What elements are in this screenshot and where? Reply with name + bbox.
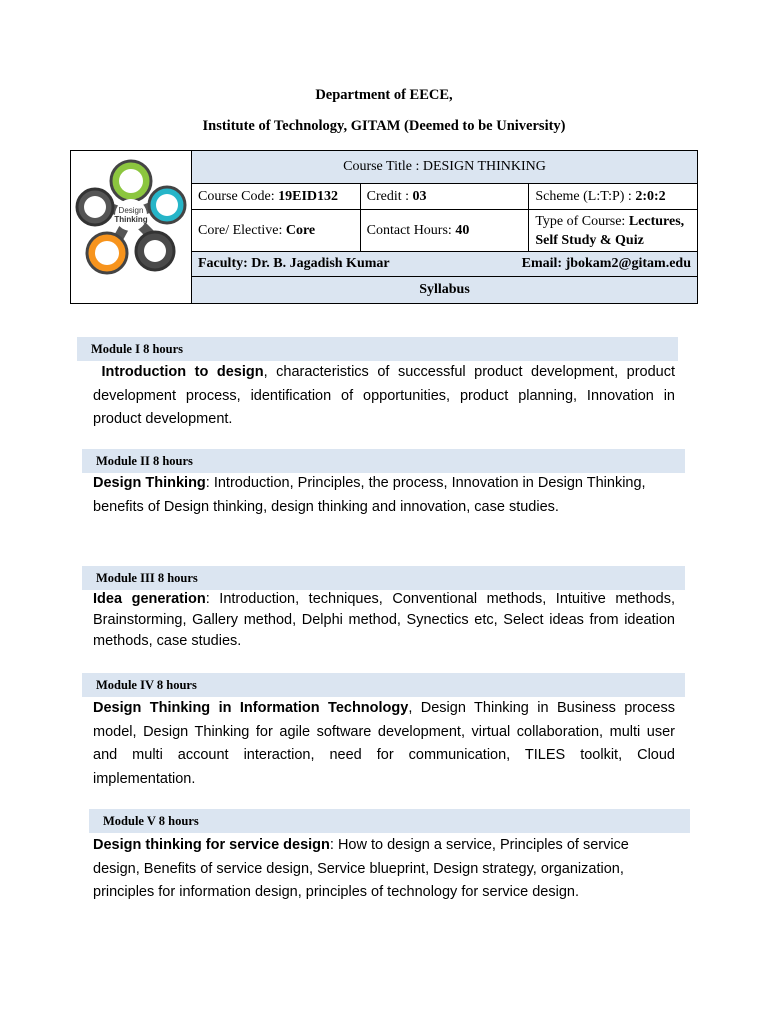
- module-5-text: [93, 834, 658, 905]
- module-2-lead: Design Thinking: [93, 475, 206, 491]
- module-1-heading: Module I 8 hours: [77, 337, 678, 361]
- credit-label: Credit :: [366, 188, 410, 204]
- faculty-email: Email: jbokam2@gitam.edu: [521, 256, 691, 271]
- module-5-lead: Design thinking for service design: [93, 837, 330, 853]
- core-elective-value: Core: [285, 222, 316, 238]
- module-1-lead: Introduction to design: [101, 364, 264, 380]
- course-type-cell: [529, 210, 698, 252]
- course-code-label: Course Code:: [198, 188, 275, 204]
- module-2-heading: Module II 8 hours: [82, 449, 685, 473]
- contact-hours-cell: [360, 210, 529, 252]
- faculty-cell: [192, 252, 698, 277]
- logo-text-design: Design: [118, 205, 144, 215]
- credit-value: 03: [412, 188, 427, 204]
- design-thinking-logo: [73, 155, 189, 295]
- course-type-value-1: Lectures,: [628, 213, 685, 229]
- module-4-heading: Module IV 8 hours: [82, 673, 685, 697]
- course-title-cell: [192, 151, 698, 184]
- core-elective-cell: [192, 210, 361, 252]
- course-code-cell: [192, 184, 361, 210]
- module-2-text: [93, 472, 653, 519]
- syllabus-heading: Syllabus: [192, 277, 698, 304]
- course-code-value: 19EID132: [278, 188, 339, 204]
- faculty-name: Faculty: Dr. B. Jagadish Kumar: [198, 256, 390, 271]
- department-heading: Department of EECE,: [315, 87, 453, 103]
- scheme-label: Scheme (L:T:P) :: [535, 188, 632, 204]
- scheme-value: 2:0:2: [635, 188, 666, 204]
- module-3-text: [93, 589, 675, 652]
- contact-hours-label: Contact Hours:: [366, 222, 452, 238]
- course-info-table: [70, 150, 698, 304]
- institute-heading: Institute of Technology, GITAM (Deemed to be University): [202, 118, 566, 134]
- module-5-body: : How to design a service, Principles of service design, Benefits of service design, Service blueprint, Design strategy, organization, principles for information design, principles of technology for service design.: [93, 837, 629, 900]
- module-1-text: [93, 361, 675, 432]
- module-3-lead: Idea generation: [93, 591, 206, 607]
- course-type-label: Type of Course:: [535, 213, 626, 229]
- course-title-label: Course Title :: [343, 159, 420, 174]
- module-3-body: : Introduction, techniques, Conventional methods, Intuitive methods, Brainstorming, Gallery method, Delphi method, Synectics etc, Select ideas from ideation methods, case studies.: [93, 591, 675, 649]
- core-elective-label: Core/ Elective:: [198, 222, 283, 238]
- contact-hours-value: 40: [455, 222, 470, 238]
- logo-text-thinking: Thinking: [114, 214, 148, 224]
- course-type-value-2: Self Study & Quiz: [535, 232, 644, 248]
- module-4-body: , Design Thinking in Business process model, Design Thinking for agile software development, virtual collaboration, multi user and multi account interaction, need for communication, TILES toolkit, Cloud implementation.: [93, 700, 675, 787]
- module-2-body: : Introduction, Principles, the process, Innovation in Design Thinking, benefits of Design thinking, design thinking and innovation, case studies.: [93, 475, 646, 515]
- module-4-text: [93, 697, 675, 791]
- scheme-cell: [529, 184, 698, 210]
- course-title-value: DESIGN THINKING: [422, 159, 546, 174]
- module-3-heading: Module III 8 hours: [82, 566, 685, 590]
- design-thinking-logo-cell: [71, 151, 192, 304]
- module-1-body: , characteristics of successful product development, product development process, identification of opportunities, product planning, Innovation in product development.: [93, 364, 676, 427]
- module-5-heading: Module V 8 hours: [89, 809, 690, 833]
- credit-cell: [360, 184, 529, 210]
- module-4-lead: Design Thinking in Information Technology: [93, 700, 409, 716]
